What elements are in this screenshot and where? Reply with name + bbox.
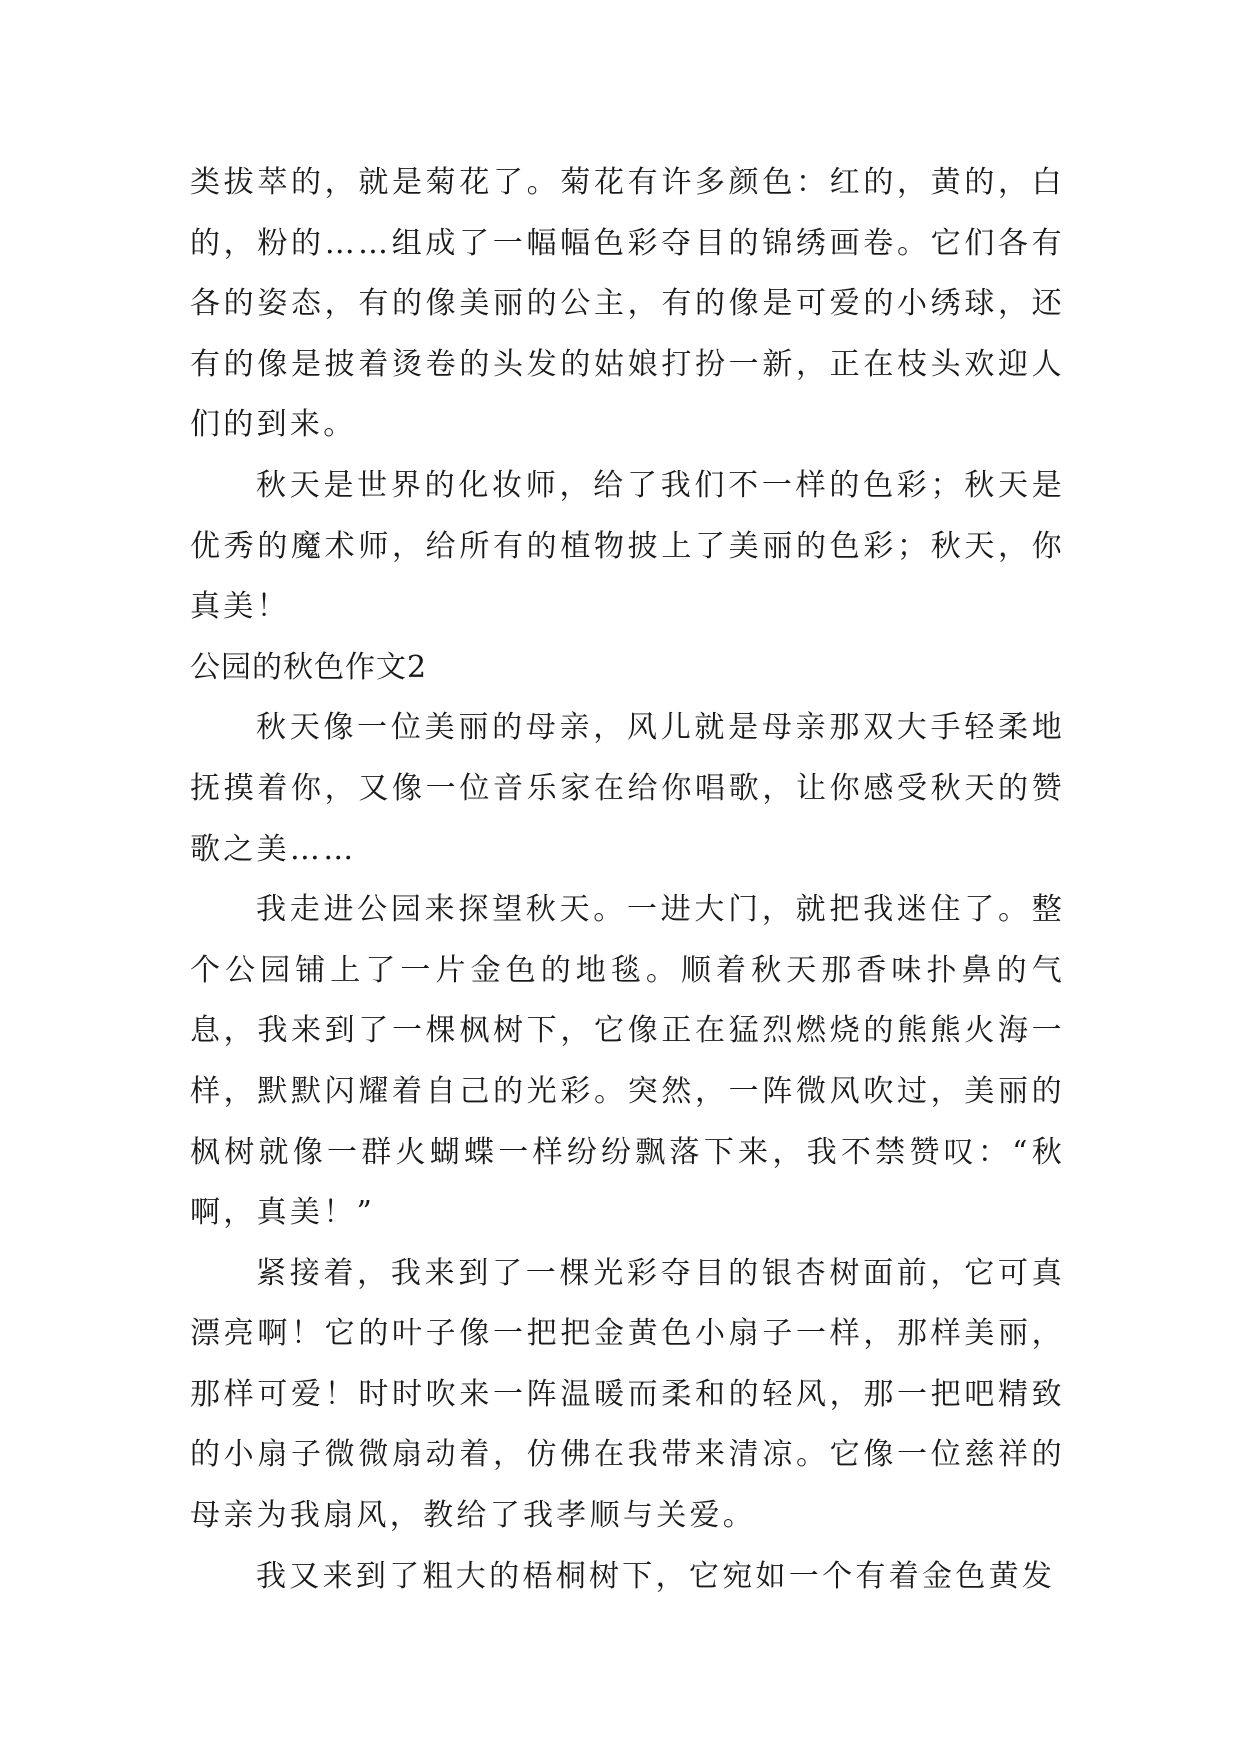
document-body bbox=[190, 153, 1065, 1607]
paragraph: 紧接着，我来到了一棵光彩夺目的银杏树面前，它可真漂亮啊！它的叶子像一把把金黄色小扇子一样，那样美丽，那样可爱！时时吹来一阵温暖而柔和的轻风，那一把吧精致的小扇子微微扇动着，仿佛在我带来清凉。它像一位慈祥的母亲为我扇风，教给了我孝顺与关爱。 bbox=[190, 1255, 1065, 1534]
paragraph: 我又来到了粗大的梧桐树下，它宛如一个有着金色黄发 bbox=[256, 1558, 1056, 1594]
paragraph-continued: 类拔萃的，就是菊花了。菊花有许多颜色：红的，黄的，白的，粉的……组成了一幅幅色彩夺目的锦绣画卷。它们各有各的姿态，有的像美丽的公主，有的像是可爱的小绣球，还有的像是披着烫卷的头发的姑娘打扮一新，正在枝头欢迎人们的到来。 bbox=[190, 165, 1065, 443]
essay-heading: 公园的秋色作文2 bbox=[190, 649, 428, 685]
paragraph: 秋天像一位美丽的母亲，风儿就是母亲那双大手轻柔地抚摸着你，又像一位音乐家在给你唱歌，让你感受秋天的赞歌之美…… bbox=[190, 710, 1065, 867]
paragraph: 我走进公园来探望秋天。一进大门，就把我迷住了。整个公园铺上了一片金色的地毯。顺着秋天那香味扑鼻的气息，我来到了一棵枫树下，它像正在猛烈燃烧的熊熊火海一样，默默闪耀着自己的光彩。突然，一阵微风吹过，美丽的枫树就像一群火蝴蝶一样纷纷飘落下来，我不禁赞叹：“秋啊，真美！” bbox=[190, 892, 1065, 1231]
paragraph: 秋天是世界的化妆师，给了我们不一样的色彩；秋天是优秀的魔术师，给所有的植物披上了美丽的色彩；秋天，你真美！ bbox=[190, 467, 1065, 625]
